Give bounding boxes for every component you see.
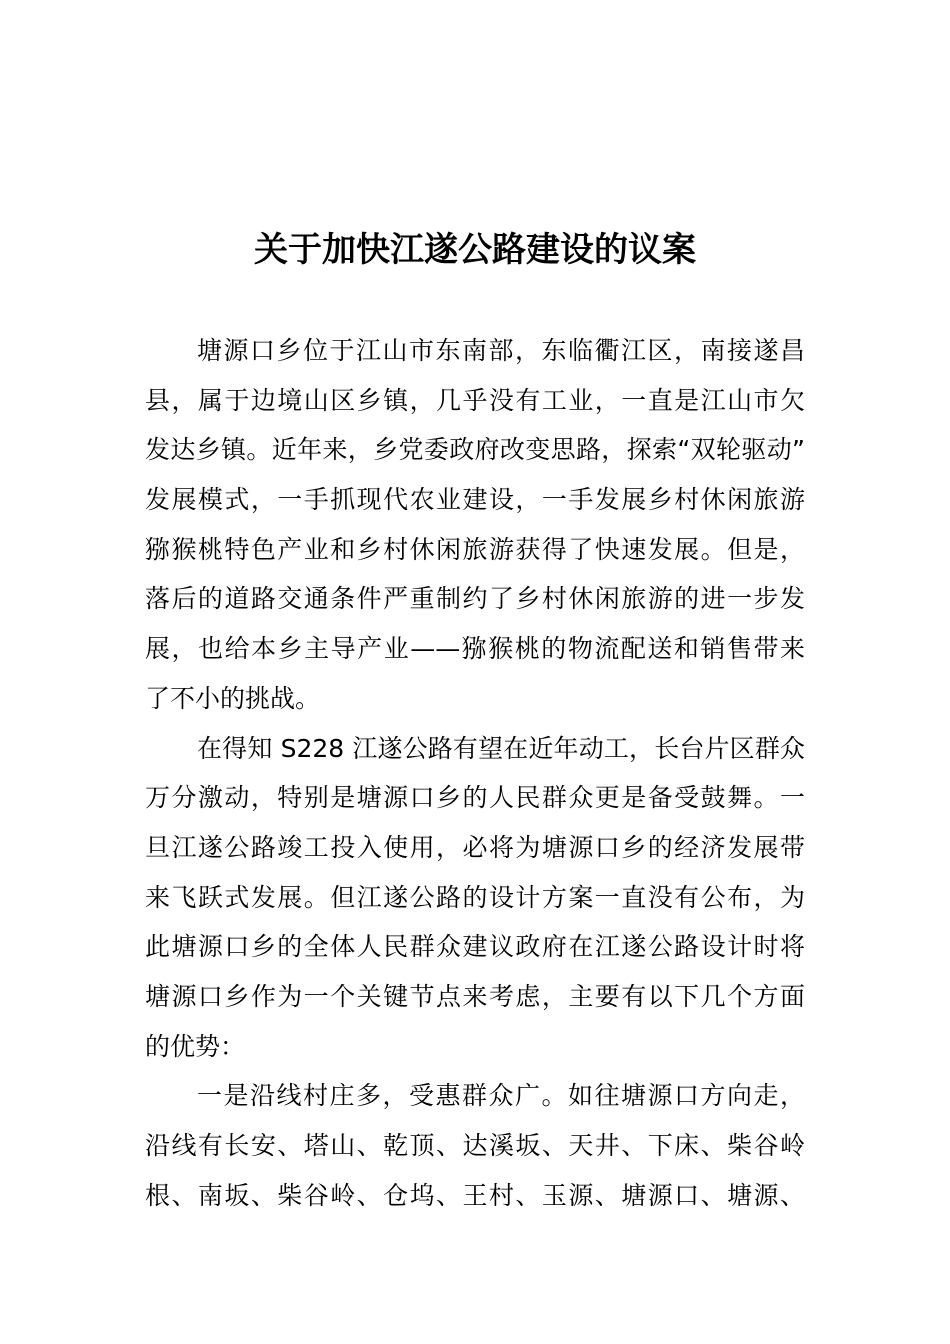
paragraph-3 [145,1071,805,1220]
text-line: 发达乡镇。近年来，乡党委政府改变思路，探索“双轮驱动” [145,435,805,465]
text-line: 落后的道路交通条件严重制约了乡村休闲旅游的进一步发 [145,584,805,614]
text-line: 在得知 S228 江遂公路有望在近年动工，长台片区群众 [197,733,805,763]
text-line: 塘源口乡位于江山市东南部，东临衢江区，南接遂昌 [197,336,805,365]
document-title: 关于加快江遂公路建设的议案 [254,230,696,270]
text-line: 的优势： [145,1031,246,1061]
text-line: 一是沿线村庄多，受惠群众广。如往塘源口方向走， [197,1081,805,1111]
text-line: 猕猴桃特色产业和乡村休闲旅游获得了快速发展。但是， [145,534,805,564]
text-line: 沿线有长安、塔山、乾顶、达溪坂、天井、下床、柴谷岭 [145,1131,805,1160]
paragraph-1 [145,326,805,724]
text-line: 此塘源口乡的全体人民群众建议政府在江遂公路设计时将 [145,932,805,962]
text-line: 县，属于边境山区乡镇，几乎没有工业，一直是江山市欠 [145,385,805,415]
text-line: 塘源口乡作为一个关键节点来考虑，主要有以下几个方面 [145,981,805,1011]
text-line: 发展模式，一手抓现代农业建设，一手发展乡村休闲旅游 [145,485,805,515]
text-line: 万分激动，特别是塘源口乡的人民群众更是备受鼓舞。一 [145,783,805,813]
text-line: 来飞跃式发展。但江遂公路的设计方案一直没有公布，为 [145,882,805,912]
text-line: 根、南坂、柴谷岭、仓坞、王村、玉源、塘源口、塘源、 [145,1180,805,1210]
paragraph-2 [145,724,805,1072]
document-body [145,326,805,1220]
text-line: 旦江遂公路竣工投入使用，必将为塘源口乡的经济发展带 [145,832,805,862]
text-line: 展，也给本乡主导产业——猕猴桃的物流配送和销售带来 [145,634,805,664]
text-line: 了不小的挑战。 [145,683,321,713]
